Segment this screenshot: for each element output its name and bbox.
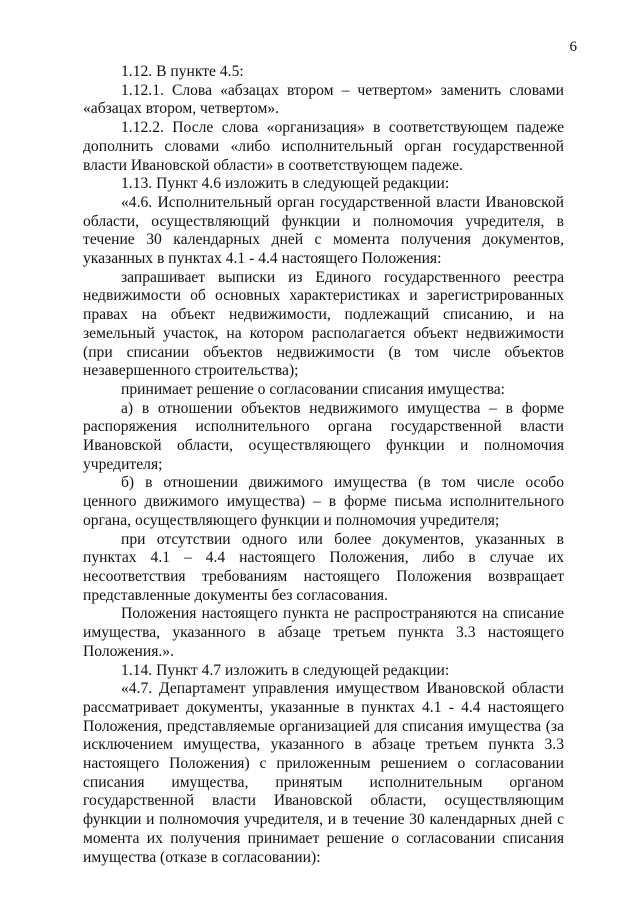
paragraph-accepts-decision: принимает решение о согласовании списания имущества: [121,380,505,398]
paragraph-1-12-2: 1.12.2. После слова «организация» в соответствующем падеже дополнить словами «либо исполнительный орган государственной власти Ивановской области» в соответствующем падеже. [83,119,564,174]
paragraph-1-12: 1.12. В пункте 4.5: [121,63,244,80]
paragraph-4-6: «4.6. Исполнительный орган государственной власти Ивановской области, осуществляющий функции и полномочия учредителя, в течение 30 календарных дней с момента получения документов, указанных в пунктах 4.1 - 4.4 настоящего Положения: [83,193,564,268]
paragraph-1-14: 1.14. Пункт 4.7 изложить в следующей редакции: [121,661,450,679]
paragraph-request-extracts: запрашивает выписки из Единого государственного реестра недвижимости об основных характеристиках и зарегистрированных правах на объект недвижимости, подлежащий списанию, и на земельный участок, на котором располагается объект недвижимости (при списании объектов недвижимости (в том числе объектов незавершенного строительства); [83,268,564,380]
paragraph-1-13: 1.13. Пункт 4.6 изложить в следующей редакции: [121,175,450,193]
paragraph-item-b: б) в отношении движимого имущества (в том числе особо ценного движимого имущества) – в форме письма исполнительного органа, осуществляющего функции и полномочия учредителя; [83,474,564,529]
page-number: 6 [569,39,577,55]
paragraph-item-a: а) в отношении объектов недвижимого имущества – в форме распоряжения исполнительного органа государственной власти Ивановской области, осуществляющего функции и полномочия учредителя; [83,399,564,473]
paragraph-4-7: «4.7. Департамент управления имуществом Ивановской области рассматривает документы, указанные в пунктах 4.1 - 4.4 настоящего Положения, представляемые организацией для списания имущества (за исключением имущества, указанного в абзаце третьем пункта 3.3 настоящего Положения) с приложенным решением о согласовании списания имущества, принятым исполнительным органом государственной власти Ивановской области, осуществляющим функции и полномочия учредителя, и в течение 30 календарных дней с момента их получения принимает решение о согласовании списания имущества (отказе в согласовании): [83,680,564,866]
paragraph-missing-documents: при отсутствии одного или более документов, указанных в пунктах 4.1 – 4.4 настоящего Положения, либо в случае их несоответствия требованиям настоящего Положения возвращает представленные документы без согласования. [83,530,564,604]
document-body [83,63,564,867]
paragraph-1-12-1: 1.12.1. Слова «абзацах втором – четвертом» заменить словами «абзацах втором, четвертом». [83,81,564,118]
paragraph-exception: Положения настоящего пункта не распространяются на списание имущества, указанного в абзаце третьем пункта 3.3 настоящего Положения.». [83,605,564,660]
